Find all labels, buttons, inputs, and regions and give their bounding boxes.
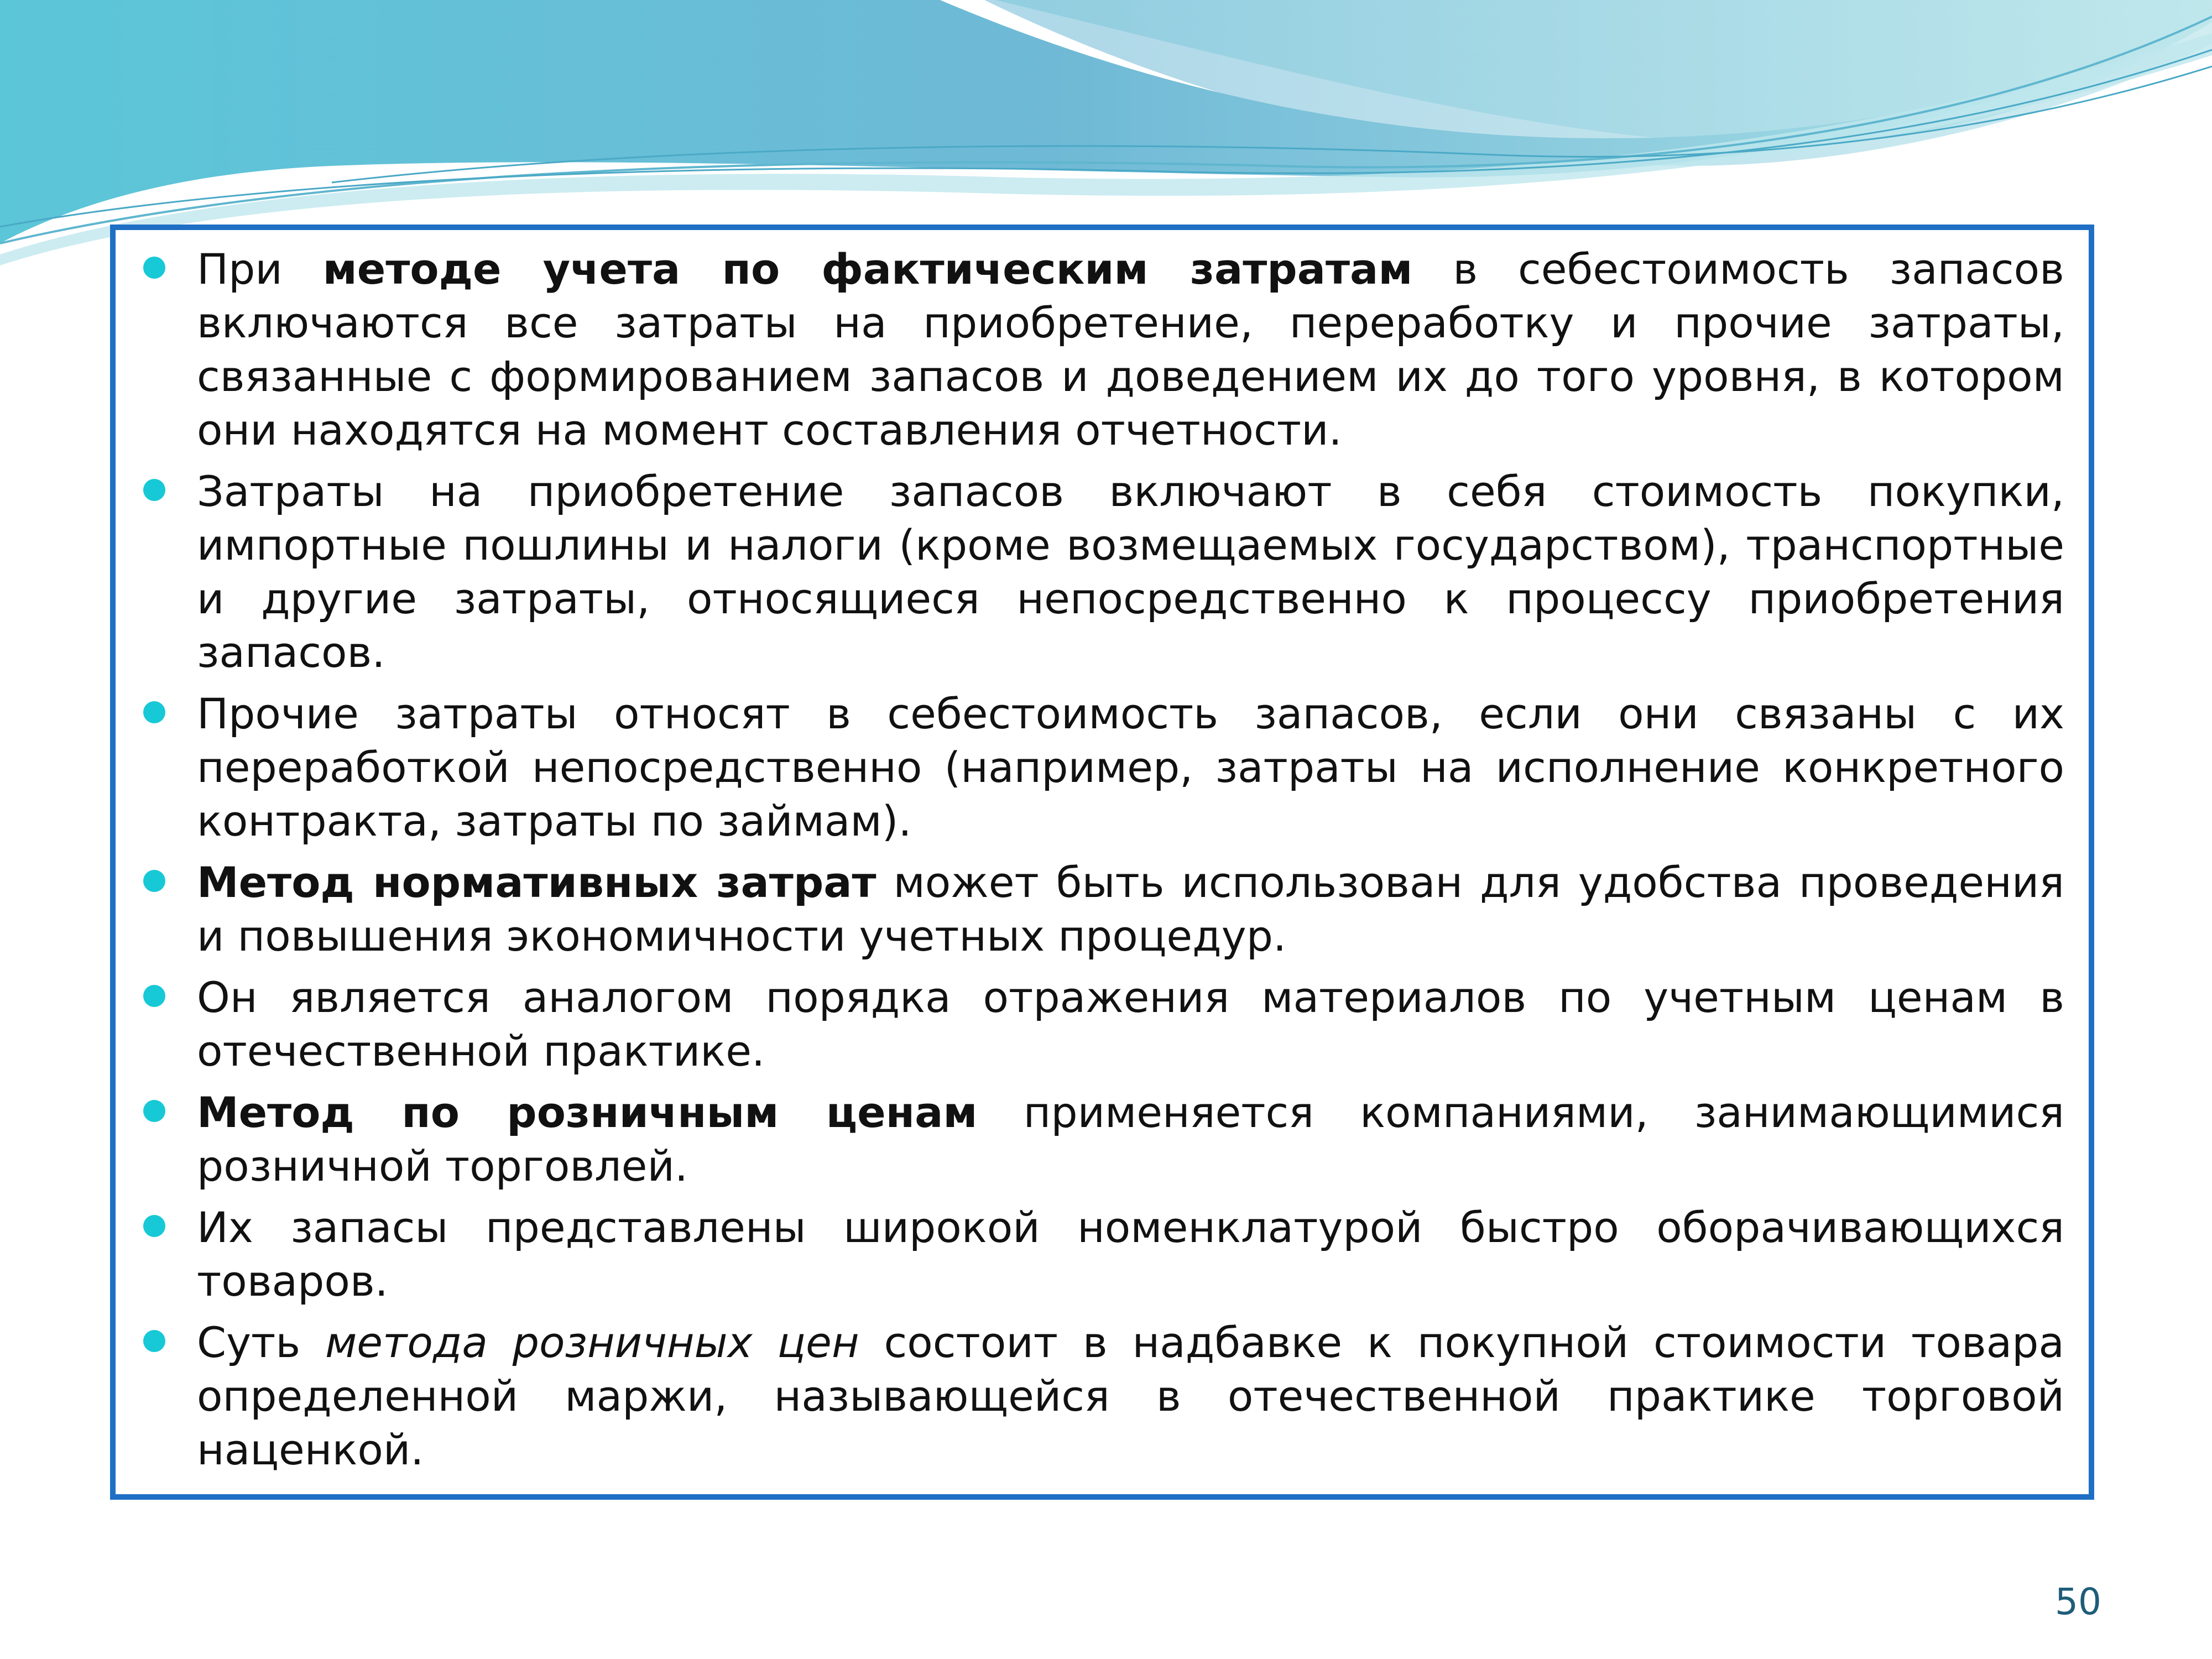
text-run: Суть bbox=[197, 1318, 325, 1367]
text-run: Их запасы представлены широкой номенклатурой быстро оборачивающихся товаров. bbox=[197, 1203, 2064, 1306]
text-run: в себестоимость запасов включаются все затраты на приобретение, переработку и прочие затраты, связанные с формированием запасов и доведением их до того уровня, в котором они находятся на момент составления отчетности. bbox=[197, 244, 2064, 455]
text-run: Метод по розничным ценам bbox=[197, 1088, 978, 1137]
bullet-icon bbox=[143, 870, 165, 892]
bullet-icon bbox=[143, 1330, 165, 1352]
bullet-icon bbox=[143, 479, 165, 501]
text-run: Прочие затраты относят в себестоимость запасов, если они связаны с их переработкой непосредственно (например, затраты на исполнение конкретного контракта, затраты по займам). bbox=[197, 689, 2064, 846]
text-run: Он является аналогом порядка отражения материалов по учетным ценам в отечественной практике. bbox=[197, 973, 2064, 1076]
bullet-item bbox=[143, 855, 2064, 963]
bullet-item bbox=[143, 1086, 2064, 1193]
bullet-item bbox=[143, 1201, 2064, 1308]
bullet-icon bbox=[143, 1100, 165, 1122]
bullet-icon bbox=[143, 257, 165, 279]
text-run: метода розничных цен bbox=[325, 1318, 859, 1367]
page-number: 50 bbox=[2055, 1580, 2101, 1623]
text-run: состоит в надбавке к покупной стоимости товара определенной маржи, называющейся в отечественной практике торговой наценкой. bbox=[197, 1318, 2064, 1474]
bullet-item bbox=[143, 1316, 2064, 1477]
bullet-item bbox=[143, 971, 2064, 1078]
text-run: Метод нормативных затрат bbox=[197, 858, 877, 907]
content-frame bbox=[110, 225, 2094, 1500]
bullet-icon bbox=[143, 1215, 165, 1237]
text-run: Затраты на приобретение запасов включают в себя стоимость покупки, импортные пошлины и налоги (кроме возмещаемых государством), транспортные и другие затраты, относящиеся непосредственно к процессу приобретения запасов. bbox=[197, 467, 2064, 677]
bullet-icon bbox=[143, 985, 165, 1007]
text-run: методе учета по фактическим затратам bbox=[322, 244, 1413, 294]
bullet-item bbox=[143, 687, 2064, 848]
bullet-icon bbox=[143, 701, 165, 723]
bullet-item bbox=[143, 465, 2064, 679]
text-run: При bbox=[197, 244, 323, 294]
text-run: может быть использован для удобства проведения и повышения экономичности учетных процедур. bbox=[197, 858, 2064, 961]
text-run: применяется компаниями, занимающимися розничной торговлей. bbox=[197, 1088, 2065, 1191]
bullet-item bbox=[143, 242, 2064, 457]
bullet-list bbox=[143, 242, 2064, 1477]
